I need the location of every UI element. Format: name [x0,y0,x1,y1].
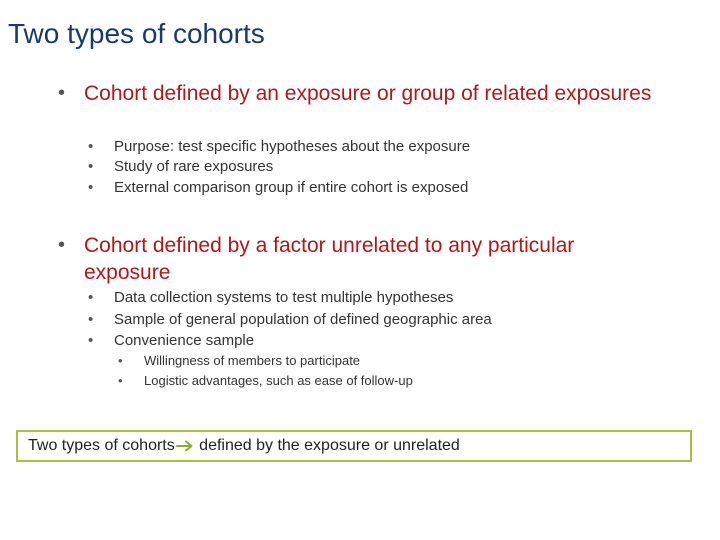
section-1-heading [58,80,658,107]
bullet-icon: • [58,82,66,104]
section-2-subitem-2 [118,371,413,390]
section-1-heading-text: Cohort defined by an exposure or group of related exposures [84,82,652,105]
summary-box [16,430,692,462]
summary-after: defined by the exposure or unrelated [194,437,460,454]
section-2-subitem-1 [118,351,360,370]
section-2-subitem-2-text: Logistic advantages, such as ease of follow-up [144,373,413,388]
bullet-icon: • [88,289,94,306]
section-1-item-1-text: Purpose: test specific hypotheses about the exposure [114,138,471,155]
section-2-item-3-text: Convenience sample [114,332,255,349]
section-2-item-2-text: Sample of general population of defined geographic area [114,311,492,328]
section-2-item-1 [88,287,453,309]
section-2-item-2 [88,309,492,331]
section-2-heading [58,232,658,286]
bullet-icon: • [118,373,123,388]
section-1-item-1 [88,136,470,158]
section-1-item-2 [88,156,273,178]
right-arrow-icon [176,440,194,452]
summary-before: Two types of cohorts [28,437,175,454]
bullet-icon: • [58,234,66,256]
section-1-item-3-text: External comparison group if entire cohort is exposed [114,179,469,196]
bullet-icon: • [118,353,123,368]
bullet-icon: • [88,179,94,196]
section-2-item-3 [88,330,254,352]
section-1-item-3 [88,177,468,199]
bullet-icon: • [88,138,94,155]
slide-title: Two types of cohorts [8,18,265,49]
section-2-subitem-1-text: Willingness of members to participate [144,353,361,368]
section-1-item-2-text: Study of rare exposures [114,158,274,175]
section-2-heading-text: Cohort defined by a factor unrelated to any particular exposure [84,234,575,284]
section-2-item-1-text: Data collection systems to test multiple hypotheses [114,289,454,306]
bullet-icon: • [88,311,94,328]
summary-text [28,437,460,455]
bullet-icon: • [88,158,94,175]
bullet-icon: • [88,332,94,349]
